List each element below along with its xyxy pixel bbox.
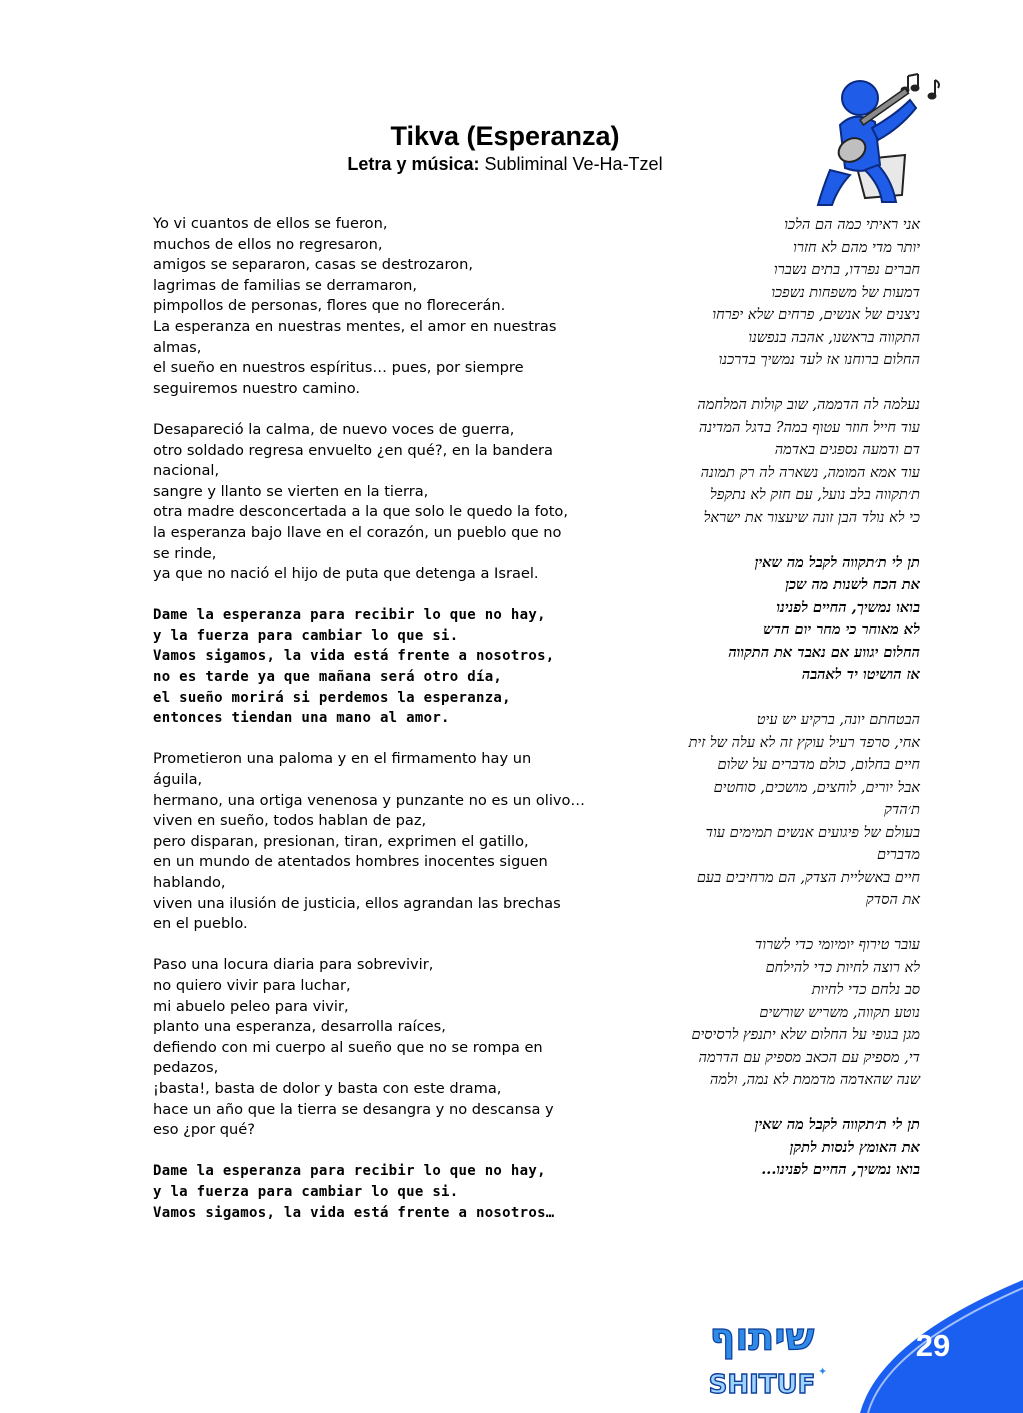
lyric-line: el sueño en nuestros espíritus… pues, por siempre	[153, 359, 524, 377]
lyric-line: Prometieron una paloma y en el firmamento hay un	[153, 750, 532, 768]
lyric-line: Yo vi cuantos de ellos se fueron,	[153, 215, 388, 232]
lyric-line: החלום יגווע אם נאבד את התקווה	[728, 643, 920, 661]
lyric-line: בואו נמשיך, החיים לפנינו	[776, 598, 920, 616]
lyric-line: Desapareció la calma, de nuevo voces de guerra,	[153, 420, 515, 438]
lyric-line: nacional,	[153, 462, 220, 480]
lyric-line: viven una ilusión de justicia, ellos agrandan las brechas	[153, 894, 561, 912]
hebrew-stanza-4	[630, 934, 920, 1092]
lyric-line: הבטחתם יונה, ברקיע יש עיט	[756, 712, 920, 728]
lyric-line: muchos de ellos no regresaron,	[153, 235, 383, 253]
lyric-line: מגן בגופי על החלום שלא יתנפץ לרסיסים	[691, 1027, 920, 1043]
lyric-line: pedazos,	[153, 1059, 219, 1077]
lyric-line: דמעות של משפחות נשפכו	[771, 284, 920, 301]
lyric-line: y la fuerza para cambiar lo que si.	[153, 1183, 459, 1200]
lyric-line: pimpollos de personas, flores que no florecerán.	[153, 297, 506, 315]
spanish-chorus-2	[153, 1161, 608, 1223]
lyric-line: Dame la esperanza para recibir lo que no hay,	[153, 1163, 546, 1180]
lyric-line: pero disparan, presionan, tiran, exprimen el gatillo,	[153, 832, 529, 850]
lyric-line: almas,	[153, 338, 202, 356]
lyric-line: אני ראיתי כמה הם הלכו	[784, 217, 920, 233]
lyric-line: en un mundo de atentados hombres inocentes siguen	[153, 853, 548, 871]
lyric-line: lagrimas de familias se derramaron,	[153, 276, 418, 294]
lyric-line: la esperanza bajo llave en el corazón, un pueblo que no	[153, 523, 562, 541]
lyric-line: נוטע תקווה, משריש שורשים	[759, 1004, 920, 1021]
lyric-line: התקווה בראשנו, אהבה בנפשנו	[748, 329, 920, 346]
lyric-line: hermano, una ortiga venenosa y punzante no es un olivo…	[153, 791, 586, 809]
lyric-line: יותר מדי מהם לא חזרו	[793, 239, 920, 256]
lyric-line: נעלמה לה הדממה, שוב קולות המלחמה	[697, 397, 920, 413]
lyric-line: no es tarde ya que mañana será otro día,	[153, 669, 503, 686]
lyric-line: eso ¿por qué?	[153, 1121, 255, 1139]
lyric-line: תן לי ת׳תקווה לקבל מה שאין	[754, 553, 920, 571]
lyric-line: חיים בחלום, כולם מדברים על שלום	[717, 757, 920, 773]
star-icon: ✦	[818, 1365, 828, 1378]
lyric-line: planto una esperanza, desarrolla raíces,	[153, 1018, 446, 1036]
logo-hebrew: שיתוף	[709, 1315, 815, 1359]
song-credits	[0, 152, 1010, 176]
lyric-line: defiendo con mi cuerpo al sueño que no se rompa en	[153, 1038, 543, 1056]
lyric-line: en el pueblo.	[153, 915, 248, 933]
lyric-line: סב נלחם כדי לחיות	[811, 982, 920, 998]
lyric-line: ¡basta!, basta de dolor y basta con este drama,	[153, 1079, 502, 1097]
lyric-line: Paso una locura diaria para sobrevivir,	[153, 956, 434, 974]
spanish-chorus-1	[153, 605, 608, 729]
logo-latin: SHITUF	[708, 1370, 816, 1400]
lyric-line: חברים נפרדו, בתים נשברו	[773, 262, 920, 278]
lyric-line: seguiremos nuestro camino.	[153, 379, 361, 397]
lyric-line: Vamos sigamos, la vida está frente a nosotros…	[153, 1204, 555, 1221]
page-number: 29	[915, 1328, 951, 1363]
hebrew-stanza-2	[630, 394, 920, 529]
lyric-line: águila,	[153, 771, 203, 789]
hebrew-stanza-3	[630, 709, 920, 912]
lyric-line: את האומץ לנסות לתקן	[789, 1138, 920, 1156]
spanish-stanza-2	[153, 420, 608, 585]
lyric-line: mi abuelo peleo para vivir,	[153, 997, 349, 1015]
lyric-line: אז הושיטו יד לאהבה	[801, 666, 920, 683]
lyric-line: שנה שהאדמה מדממת לא נמה, ולמה	[709, 1072, 920, 1088]
lyric-line: עוד אמא המומה, נשארה לה רק תמונה	[700, 464, 920, 481]
lyric-line: אחי, סרפד רעיל עוקץ זה לא עלה של זית	[688, 734, 920, 751]
lyric-line: אבל יורים, לוחצים, מושכים, סוחטים	[713, 779, 920, 796]
lyric-line: ya que no nació el hijo de puta que detenga a Israel.	[153, 565, 539, 583]
lyric-line: די, מספיק עם הכאב מספיק עם הדרמה	[698, 1049, 920, 1066]
lyric-line: לא רוצה לחיות כדי להילחם	[765, 959, 920, 976]
lyric-line: amigos se separaron, casas se destrozaron,	[153, 256, 473, 274]
lyric-line: hace un año que la tierra se desangra y no descansa y	[153, 1100, 554, 1118]
lyric-line: ת׳הדק	[884, 802, 920, 818]
lyric-line: y la fuerza para cambiar lo que si.	[153, 627, 459, 644]
lyric-line: עובר טירוף יומיומי כדי לשרוד	[754, 937, 920, 953]
lyric-line: hablando,	[153, 874, 226, 891]
hebrew-stanza-1	[630, 214, 920, 372]
hebrew-chorus-1	[630, 552, 920, 687]
lyric-line: דם ודמעה נספגים באדמה	[774, 442, 920, 458]
lyric-line: el sueño morirá si perdemos la esperanza,	[153, 689, 511, 706]
lyric-line: כי לא נולד הבן זונה שיעצור את ישראל	[703, 509, 920, 526]
credit-label: Letra y música:	[347, 154, 480, 174]
lyric-line: לא מאוחר כי מחר יום חדש	[763, 621, 920, 638]
hebrew-lyrics	[630, 214, 920, 1204]
lyric-line: viven en sueño, todos hablan de paz,	[153, 812, 427, 830]
lyric-line: La esperanza en nuestras mentes, el amor en nuestras	[153, 317, 557, 335]
lyric-line: בואו נמשיך, החיים לפנינו...	[761, 1161, 920, 1178]
lyric-line: Vamos sigamos, la vida está frente a nosotros,	[153, 648, 555, 665]
credit-value: Subliminal Ve-Ha-Tzel	[484, 154, 663, 174]
song-title: Tikva (Esperanza)	[390, 121, 620, 151]
spanish-stanza-1	[153, 214, 608, 399]
lyric-line: entonces tiendan una mano al amor.	[153, 710, 450, 727]
spanish-stanza-3	[153, 749, 608, 934]
hebrew-chorus-2	[630, 1114, 920, 1182]
song-header	[0, 120, 1010, 176]
lyric-line: תן לי ת׳תקווה לקבל מה שאין	[754, 1116, 920, 1133]
lyric-line: ניצנים של אנשים, פרחים שלא יפרחו	[712, 307, 920, 323]
lyric-line: otro soldado regresa envuelto ¿en qué?, en la bandera	[153, 441, 553, 459]
lyric-line: no quiero vivir para luchar,	[153, 976, 351, 994]
spanish-lyrics	[153, 214, 608, 1244]
shituf-logo	[700, 1305, 828, 1405]
spanish-stanza-4	[153, 955, 608, 1140]
lyric-line: חיים באשליית הצדק, הם מרחיבים בעם	[696, 869, 920, 886]
lyric-line: החלום ברוחנו אז לעד נמשיך בדרכנו	[718, 352, 920, 368]
lyric-line: se rinde,	[153, 544, 217, 562]
lyric-line: בעולם של פיגועים אנשים תמימים עוד	[705, 824, 920, 841]
lyric-line: את הסדק	[865, 892, 920, 908]
lyric-line: sangre y llanto se vierten en la tierra,	[153, 482, 429, 500]
lyric-line: מדברים	[876, 847, 920, 863]
lyric-line: את הכח לשנות מה שכן	[785, 576, 920, 593]
lyric-line: Dame la esperanza para recibir lo que no hay,	[153, 607, 546, 624]
lyric-line: otra madre desconcertada a la que solo le quedo la foto,	[153, 503, 569, 521]
lyric-line: עוד חייל חוזר עטוף במה? בדגל המדינה	[698, 419, 920, 436]
lyric-line: ת׳תקווה בלב נועל, עם חזק לא נתקפל	[710, 487, 920, 503]
